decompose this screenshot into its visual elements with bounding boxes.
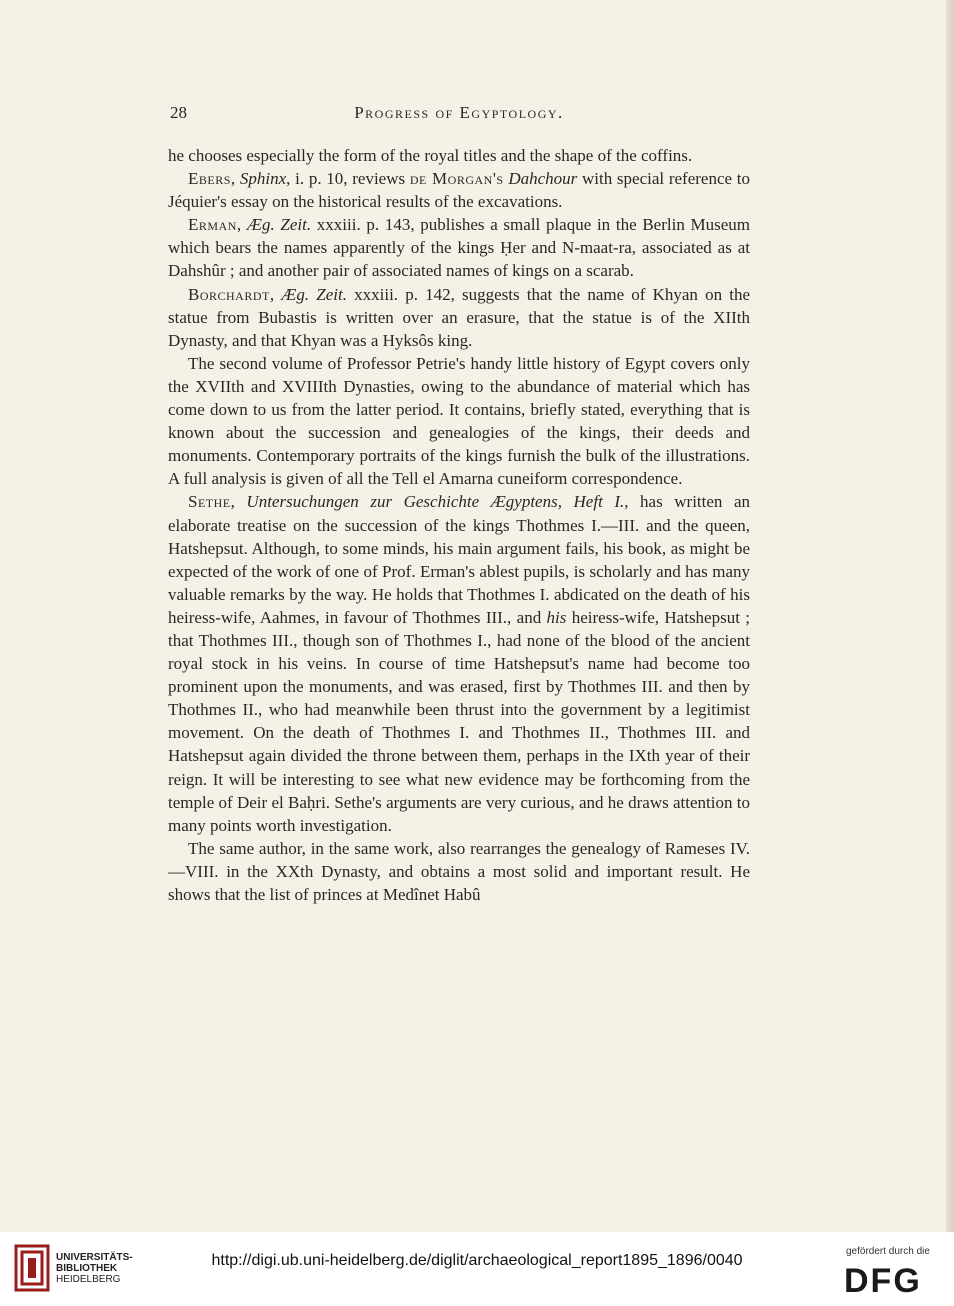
- page-header: [168, 103, 750, 127]
- library-name[interactable]: UNIVERSITÄTS- BIBLIOTHEK HEIDELBERG: [56, 1252, 133, 1285]
- author-name: Ebers: [188, 169, 231, 189]
- body-text: [168, 144, 750, 906]
- emphasis: his: [546, 607, 567, 627]
- paragraph-erman: Erman, Æg. Zeit. xxxiii. p. 143, publishes a small plaque in the Berlin Museum which bears the names apparently of the kings Ḥer and N-maat-ra, associated as at Dahshûr ; and another pair of associated names of kings on a scarab.: [168, 215, 751, 281]
- paragraph-rameses: The same author, in the same work, also rearranges the genealogy of Rameses IV.—VIII. in the XXth Dynasty, and obtains a most solid and important result. He shows that the list of princes at Medînet Habû: [168, 838, 750, 904]
- paragraph-ebers: Ebers, Sphinx, i. p. 10, reviews de Morgan's Dahchour with special reference to Jéquier's essay on the historical results of the excavations.: [168, 169, 750, 212]
- scan-edge: [946, 0, 954, 1232]
- running-title: Progress of Egyptology.: [354, 103, 564, 122]
- work-title: Dahchour: [508, 169, 578, 189]
- journal-title: Æg. Zeit.: [281, 284, 347, 304]
- journal-title: Æg. Zeit.: [246, 215, 312, 235]
- paragraph-petrie: The second volume of Professor Petrie's handy little history of Egypt covers only the XVIIth and XVIIIth Dynasties, owing to the abundance of material which has come down to us from the latter period. It contains, briefly stated, everything that is known about the succession and genealogies of the kings, their deeds and monuments. Contemporary portraits of the kings furnish the bulk of the illustrations. A full analysis is given of all the Tell el Amarna cuneiform correspondence.: [168, 353, 750, 489]
- funding-caption: gefördert durch die: [846, 1246, 930, 1257]
- author-name: Sethe: [188, 492, 231, 512]
- dfg-logo[interactable]: DFG: [844, 1262, 922, 1300]
- paragraph-1: he chooses especially the form of the royal titles and the shape of the coffins.: [168, 146, 693, 165]
- author-name: de Morgan's: [409, 169, 504, 189]
- paragraph-borchardt: Borchardt, Æg. Zeit. xxxiii. p. 142, suggests that the name of Khyan on the statue from Bubastis is written over an erasure, that the statue is of the XIIth Dynasty, and that Khyan was a Hyksôs king.: [168, 284, 750, 350]
- work-title: Untersuchungen zur Geschichte Ægyptens, Heft I.: [246, 492, 625, 512]
- page-number: 28: [170, 103, 187, 122]
- work-title: Sphinx: [239, 169, 287, 189]
- permalink-url[interactable]: http://digi.ub.uni-heidelberg.de/diglit/archaeological_report1895_1896/0040: [211, 1252, 743, 1269]
- paragraph-sethe: Sethe, Untersuchungen zur Geschichte Ægyptens, Heft I., has written an elaborate treatise on the succession of the kings Thothmes I.—III. and the queen, Hatshepsut. Although, to some minds, his main argument fails, his book, as might be expected of the work of one of Prof. Erman's ablest pupils, is scholarly and has many valuable remarks by the way. He holds that Thothmes I. abdicated on the death of his heiress-wife, Aahmes, in favour of Thothmes III., and his heiress-wife, Hatshepsut ; that Thothmes III., though son of Thothmes I., had none of the blood of the ancient royal stock in his veins. In course of time Hatshepsut's name had become too prominent upon the monuments, and was erased, first by Thothmes III. and then by Thothmes II., who had meanwhile been thrust into the government by a legitimist movement. On the death of Thothmes I. and Thothmes II., Thothmes III. and Hatshepsut again divided the throne between them, perhaps in the IXth year of their reign. It will be interesting to see what new evidence may be forthcoming from the temple of Deir el Baḥri. Sethe's arguments are very curious, and he draws attention to many points worth investigation.: [168, 492, 751, 835]
- author-name: Borchardt: [188, 284, 270, 304]
- author-name: Erman: [188, 215, 237, 235]
